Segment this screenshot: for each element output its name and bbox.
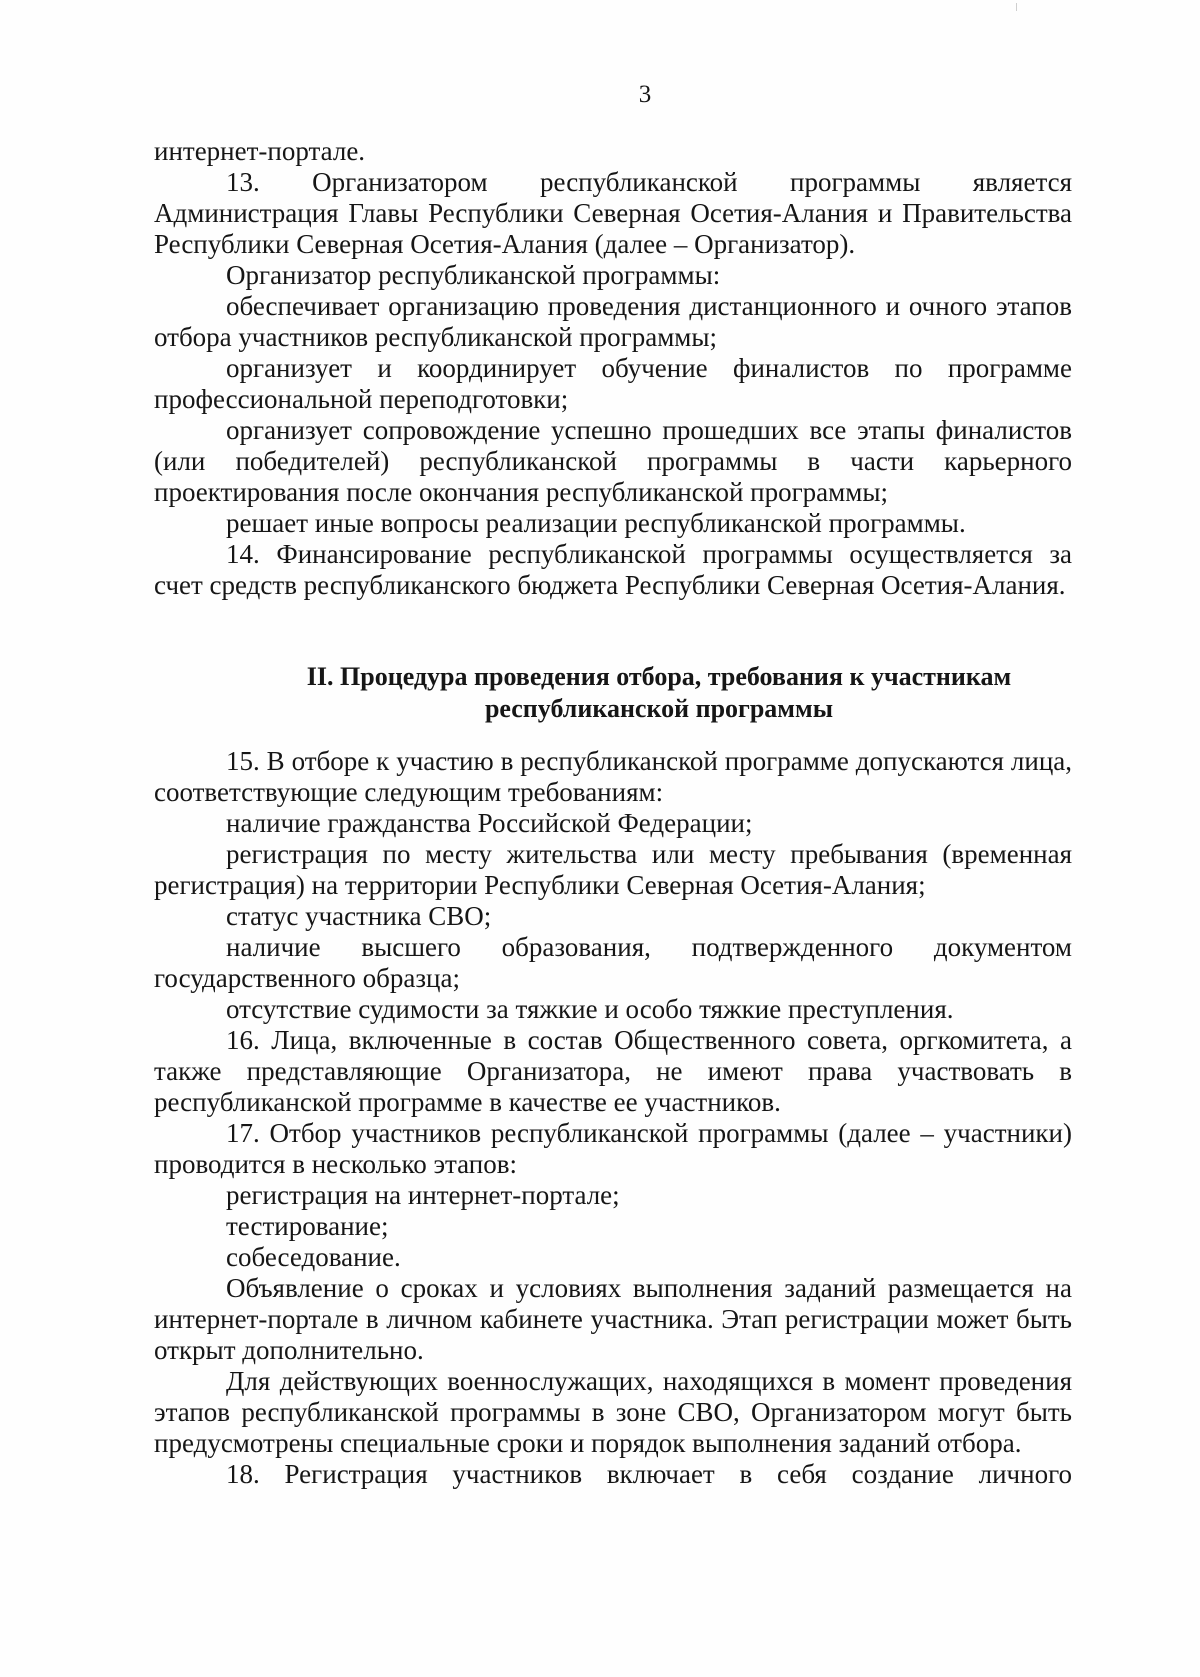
section-heading — [154, 661, 1164, 725]
paragraph: тестирование; — [226, 1211, 389, 1241]
paragraph: организует сопровождение успешно прошедших все этапы финалистов (или победителей) республиканской программы в части карьерного проектирования после окончания республиканской программы; — [154, 415, 1072, 507]
paragraph: Организатор республиканской программы: — [226, 260, 721, 290]
paragraph: 16. Лица, включенные в состав Общественного совета, оргкомитета, а также представляющие Организатора, не имеют права участвовать в республиканской программе в качестве ее участников. — [154, 1025, 1072, 1117]
paragraph: 17. Отбор участников республиканской программы (далее – участники) проводится в несколько этапов: — [154, 1118, 1072, 1179]
paragraph: отсутствие судимости за тяжкие и особо тяжкие преступления. — [226, 994, 954, 1024]
paragraph: интернет-портале. — [154, 136, 366, 166]
paragraph: решает иные вопросы реализации республиканской программы. — [226, 508, 966, 538]
bottom-text-block — [154, 746, 1072, 1490]
paragraph: 13. Организатором республиканской программы является Администрация Главы Республики Северная Осетия-Алания и Правительства Республики Северная Осетия-Алания (далее – Организатор). — [154, 167, 1072, 259]
paragraph: организует и координирует обучение финалистов по программе профессиональной переподготовки; — [154, 353, 1072, 414]
paragraph: статус участника СВО; — [226, 901, 492, 931]
paragraph: 18. Регистрация участников включает в себя создание личного — [226, 1459, 1072, 1489]
paragraph: собеседование. — [226, 1242, 401, 1272]
page-number: 3 — [638, 81, 652, 108]
paragraph: наличие гражданства Российской Федерации; — [226, 808, 753, 838]
paragraph: Объявление о сроках и условиях выполнения заданий размещается на интернет-портале в личном кабинете участника. Этап регистрации может быть открыт дополнительно. — [154, 1273, 1072, 1365]
paragraph: Для действующих военнослужащих, находящихся в момент проведения этапов республиканской программы в зоне СВО, Организатором могут быть предусмотрены специальные сроки и порядок выполнения заданий отбора. — [154, 1366, 1072, 1458]
top-text-block — [154, 136, 1072, 601]
paragraph: 14. Финансирование республиканской программы осуществляется за счет средств республиканского бюджета Республики Северная Осетия-Алания. — [154, 539, 1072, 600]
paragraph: регистрация по месту жительства или месту пребывания (временная регистрация) на территории Республики Северная Осетия-Алания; — [154, 839, 1072, 900]
continued-line-wrapper — [154, 1459, 1072, 1490]
paragraph: наличие высшего образования, подтвержденного документом государственного образца; — [154, 932, 1072, 993]
section-heading-line: II. Процедура проведения отбора, требования к участникам — [306, 662, 1012, 691]
paragraph: регистрация на интернет-портале; — [226, 1180, 620, 1210]
paragraph: 15. В отборе к участию в республиканской программе допускаются лица, соответствующие следующим требованиям: — [154, 746, 1072, 807]
section-heading-line: республиканской программы — [484, 694, 834, 723]
scan-artifact — [1016, 3, 1017, 11]
paragraph: обеспечивает организацию проведения дистанционного и очного этапов отбора участников республиканской программы; — [154, 291, 1072, 352]
